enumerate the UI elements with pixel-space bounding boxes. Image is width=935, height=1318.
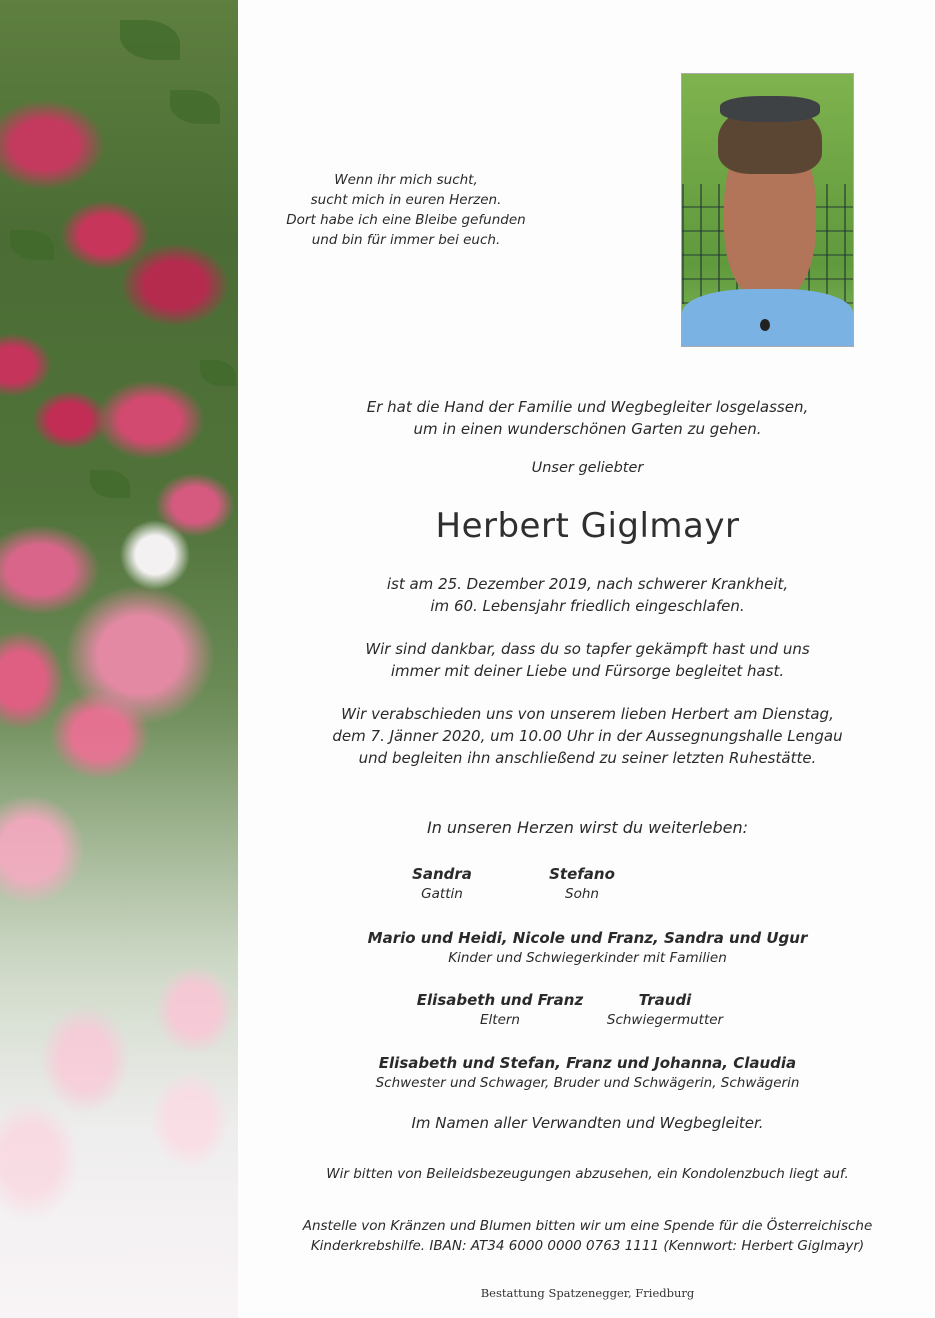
farewell-line: dem 7. Jänner 2020, um 10.00 Uhr in der Aussegnungshalle Lengau bbox=[332, 727, 843, 745]
parents-row bbox=[416, 990, 790, 1030]
mourner-son bbox=[512, 864, 652, 904]
mourner-role: Schwiegermutter bbox=[606, 1012, 724, 1028]
poem-line: Dort habe ich eine Bleibe gefunden bbox=[286, 212, 526, 228]
mourner-parents bbox=[400, 990, 600, 1030]
mourner-name: Stefano bbox=[549, 865, 615, 883]
donation-line: Anstelle von Kränzen und Blumen bitten wir um eine Spende für die Österreichische bbox=[302, 1218, 873, 1234]
mourner-role: Eltern bbox=[480, 1012, 520, 1028]
mourner-children bbox=[240, 928, 935, 968]
condolence-note: Wir bitten von Beileidsbezeugungen abzusehen, ein Kondolenzbuch liegt auf. bbox=[326, 1166, 849, 1182]
mourner-spouse bbox=[372, 864, 512, 904]
poem-line: und bin für immer bei euch. bbox=[311, 232, 501, 248]
farewell-text bbox=[240, 703, 935, 769]
portrait-shirt bbox=[682, 289, 853, 347]
mourner-name: Mario und Heidi, Nicole und Franz, Sandra und Ugur bbox=[367, 929, 808, 947]
hearts-line: In unseren Herzen wirst du weiterleben: bbox=[426, 818, 749, 837]
necklace-pendant bbox=[760, 319, 770, 331]
donation-note bbox=[240, 1216, 935, 1256]
mourner-role: Schwester und Schwager, Bruder und Schwägerin, Schwägerin bbox=[375, 1075, 800, 1091]
poem-line: Wenn ihr mich sucht, bbox=[334, 172, 478, 188]
donation-line: Kinderkrebshilfe. IBAN: AT34 6000 0000 0763 1111 (Kennwort: Herbert Giglmayr) bbox=[310, 1238, 865, 1254]
rose-fade-overlay bbox=[0, 0, 238, 1318]
deceased-name: Herbert Giglmayr bbox=[435, 506, 740, 546]
death-notice-line: ist am 25. Dezember 2019, nach schwerer Krankheit, bbox=[386, 575, 789, 593]
farewell-line: Wir verabschieden uns von unserem lieben Herbert am Dienstag, bbox=[341, 705, 834, 723]
mourner-role: Sohn bbox=[565, 886, 599, 902]
mourner-name: Sandra bbox=[412, 865, 472, 883]
gratitude-line: Wir sind dankbar, dass du so tapfer gekämpft hast und uns bbox=[365, 640, 810, 658]
death-notice bbox=[240, 573, 935, 617]
intro-text bbox=[240, 396, 935, 440]
intro-line: Er hat die Hand der Familie und Wegbegleiter losgelassen, bbox=[366, 398, 809, 416]
death-notice-line: im 60. Lebensjahr friedlich eingeschlafen. bbox=[430, 597, 745, 615]
beloved-label: Unser geliebter bbox=[531, 460, 644, 476]
mourner-role: Gattin bbox=[421, 886, 463, 902]
gratitude-text bbox=[240, 638, 935, 682]
gratitude-line: immer mit deiner Liebe und Fürsorge begleitet hast. bbox=[390, 662, 785, 680]
poem-line: sucht mich in euren Herzen. bbox=[310, 192, 502, 208]
intro-line: um in einen wunderschönen Garten zu gehen. bbox=[413, 420, 762, 438]
mourner-name: Elisabeth und Stefan, Franz und Johanna, Claudia bbox=[378, 1054, 797, 1072]
portrait-photo bbox=[681, 73, 854, 347]
spouse-son-row bbox=[382, 864, 682, 904]
sunglasses bbox=[720, 96, 820, 122]
farewell-line: und begleiten ihn anschließend zu seiner letzten Ruhestätte. bbox=[358, 749, 817, 767]
mourner-name: Traudi bbox=[638, 991, 692, 1009]
closing-line: Im Namen aller Verwandten und Wegbegleiter. bbox=[411, 1114, 764, 1132]
mourner-role: Kinder und Schwiegerkinder mit Familien bbox=[448, 950, 727, 966]
mourner-name: Elisabeth und Franz bbox=[416, 991, 584, 1009]
poem bbox=[276, 170, 536, 250]
mourner-mother-in-law bbox=[595, 990, 735, 1030]
funeral-home-footer: Bestattung Spatzenegger, Friedburg bbox=[480, 1286, 695, 1300]
mourner-siblings bbox=[240, 1053, 935, 1093]
rose-photo-panel bbox=[0, 0, 238, 1318]
